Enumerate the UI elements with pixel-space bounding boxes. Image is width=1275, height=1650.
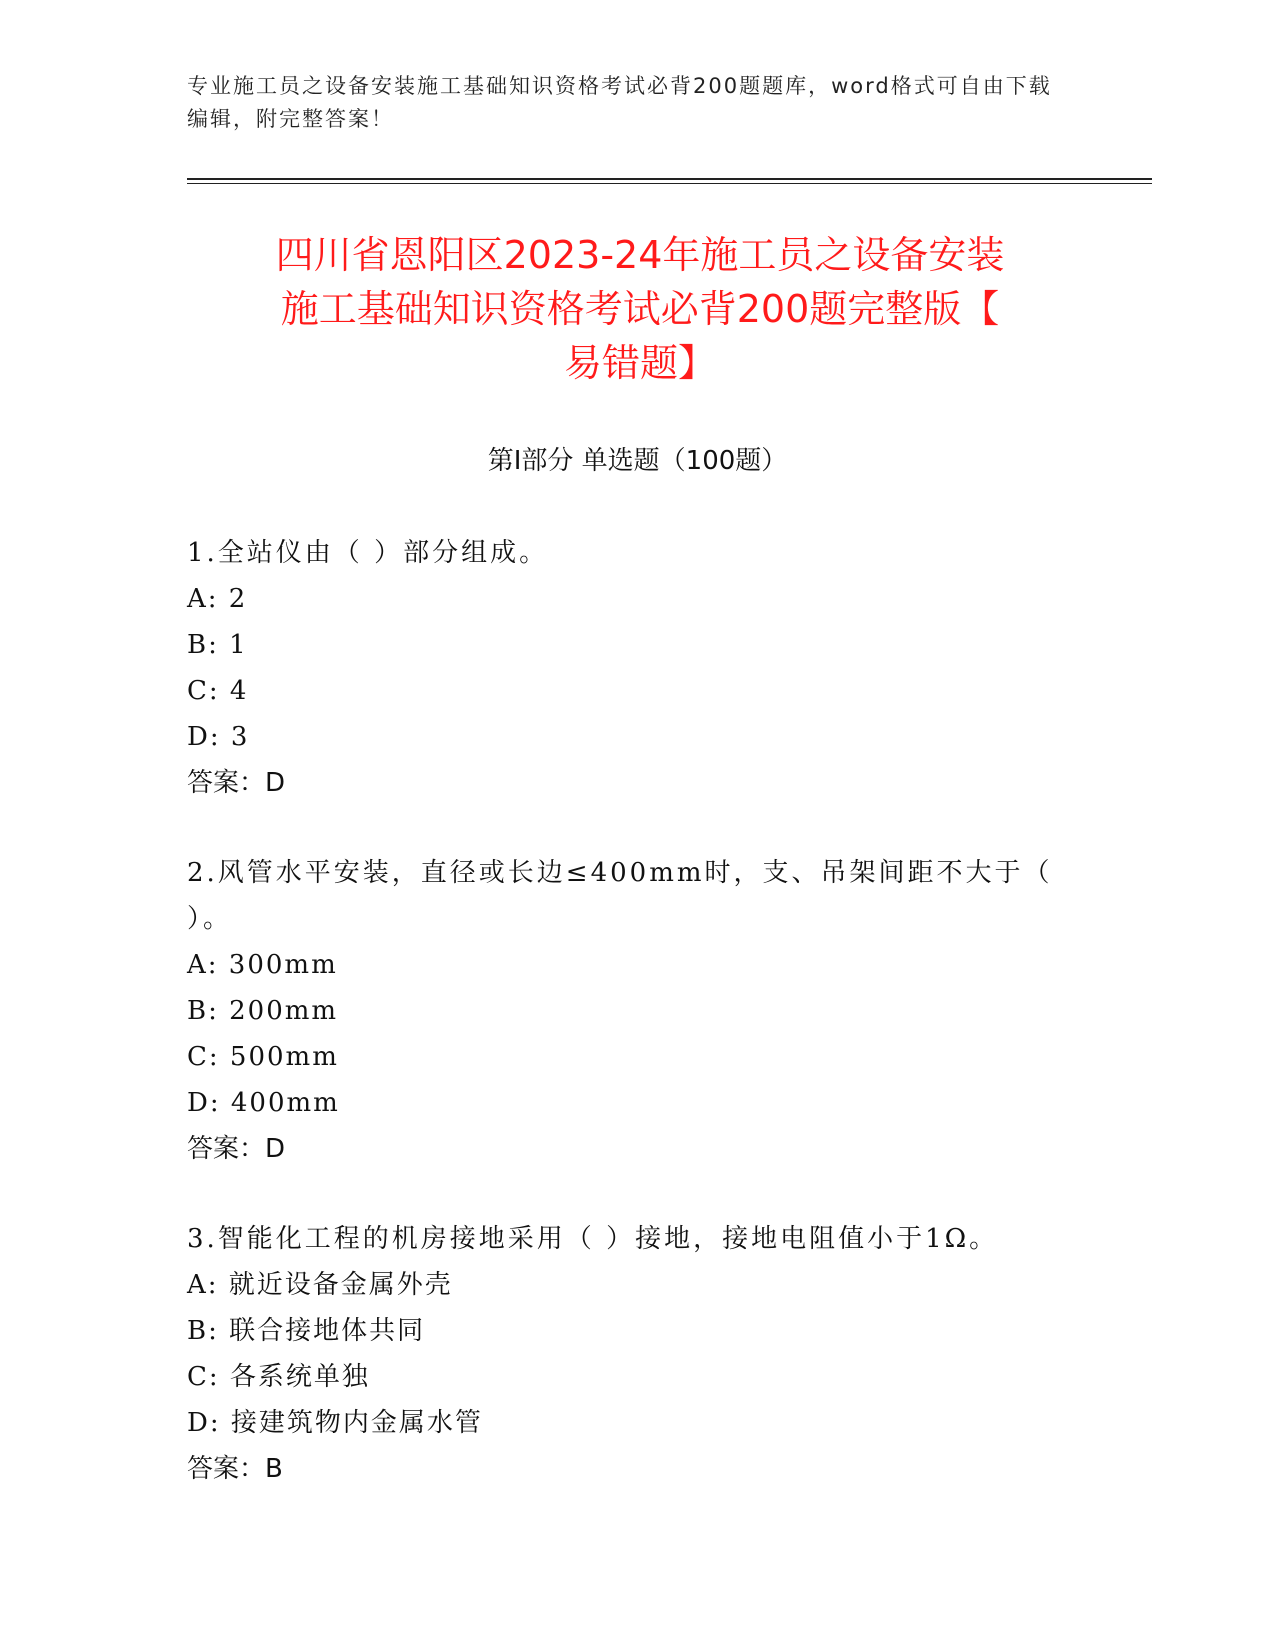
option-a: A: 就近设备金属外壳: [187, 1270, 453, 1300]
option-a: A: 300mm: [187, 950, 338, 980]
title-line: 四川省恩阳区2023-24年施工员之设备安装: [275, 233, 1005, 277]
question-3: [187, 1216, 1087, 1492]
answer: 答案：B: [187, 1454, 283, 1484]
option-b: B: 200mm: [187, 996, 339, 1026]
answer: 答案：D: [187, 1134, 286, 1164]
question-1: [187, 530, 1087, 806]
question-list: [187, 530, 1087, 1536]
header-note: 专业施工员之设备安装施工基础知识资格考试必背200题题库，word格式可自由下载编辑，附完整答案！: [187, 74, 1052, 131]
option-c: C: 500mm: [187, 1042, 339, 1072]
title-line: 施工基础知识资格考试必背200题完整版【: [280, 287, 1000, 331]
title-line: 易错题】: [563, 341, 716, 385]
question-text: 3.智能化工程的机房接地采用（ ）接地，接地电阻值小于1Ω。: [187, 1224, 999, 1254]
answer: 答案：D: [187, 768, 286, 798]
document-title: [190, 228, 1090, 390]
header-rule-thin: [187, 183, 1152, 184]
option-d: D: 3: [187, 722, 250, 752]
question-2: [187, 850, 1087, 1172]
option-d: D: 接建筑物内金属水管: [187, 1408, 483, 1438]
option-a: A: 2: [187, 584, 248, 614]
header-rule-thick: [187, 178, 1152, 180]
option-b: B: 联合接地体共同: [187, 1316, 426, 1346]
option-c: C: 4: [187, 676, 249, 706]
option-b: B: 1: [187, 630, 248, 660]
option-c: C: 各系统单独: [187, 1362, 370, 1392]
question-text: 2.风管水平安装，直径或长边≤400mm时，支、吊架间距不大于（ ）。: [187, 858, 1053, 934]
option-d: D: 400mm: [187, 1088, 340, 1118]
question-text: 1.全站仪由（ ）部分组成。: [187, 538, 549, 568]
section-heading: 第Ⅰ部分 单选题（100题）: [487, 446, 788, 476]
